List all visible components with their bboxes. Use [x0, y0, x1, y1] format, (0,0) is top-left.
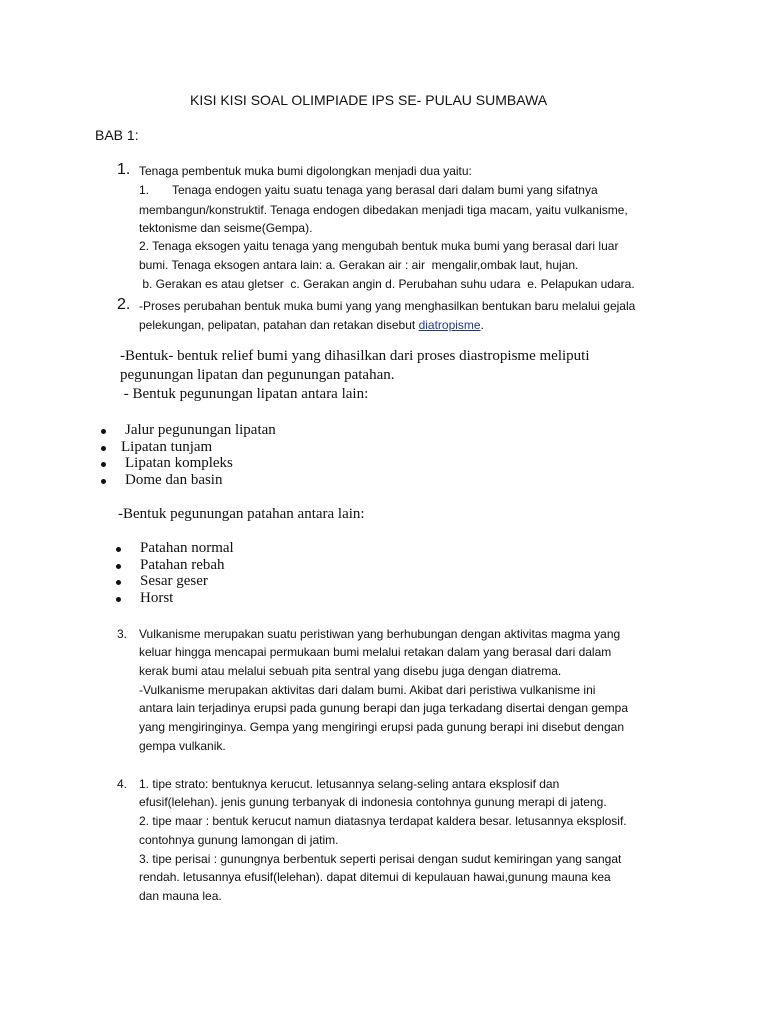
text-line: rendah. letusannya efusif(lelehan). dapat ditemui di kepulauan hawai,gunung mauna kea [139, 870, 611, 884]
item-number: 3. [117, 627, 128, 641]
text-line: -Proses perubahan bentuk muka bumi yang yang menghasilkan bentukan baru melalui gejala [139, 299, 636, 313]
diatropisme-link[interactable]: diatropisme [418, 318, 481, 332]
list-item: Patahan normal [140, 540, 234, 556]
bullet-icon [101, 429, 106, 434]
text-line: b. Gerakan es atau gletser c. Gerakan angin d. Perubahan suhu udara e. Pelapukan udara. [139, 277, 635, 291]
text-line: tektonisme dan seisme(Gempa). [139, 221, 313, 235]
list-item: Jalur pegunungan lipatan [125, 422, 276, 438]
text-line: dan mauna lea. [139, 889, 222, 903]
text-line: efusif(lelehan). jenis gunung terbanyak di indonesia contohnya gunung merapi di jateng. [139, 795, 607, 809]
bullet-icon [116, 564, 121, 569]
text-line: yang mengiringinya. Gempa yang mengiringi erupsi pada gunung berapi ini disebut dengan [139, 720, 624, 734]
text-segment: pelekungan, pelipatan, patahan dan retakan disebut [139, 318, 419, 332]
fault-heading: -Bentuk pegunungan patahan antara lain: [118, 506, 365, 522]
bullet-icon [116, 580, 121, 585]
chapter-heading: BAB 1: [95, 127, 139, 143]
text-line: - Bentuk pegunungan lipatan antara lain: [120, 386, 369, 402]
item-number: 4. [117, 777, 128, 791]
text-line: -Vulkanisme merupakan aktivitas dari dalam bumi. Akibat dari peristiwa vulkanisme ini [139, 683, 596, 697]
text-line: -Bentuk- bentuk relief bumi yang dihasilkan dari proses diastropisme meliputi [120, 348, 590, 364]
text-line: pegunungan lipatan dan pegunungan patahan. [120, 367, 395, 383]
sub-item-number: 1. [139, 183, 150, 197]
text-line: kerak bumi atau melalui sebuah pita sentral yang disebu juga dengan diatrema. [139, 664, 562, 678]
text-line: 3. tipe perisai : gunungnya berbentuk seperti perisai dengan sudut kemiringan yang sangat [139, 852, 622, 866]
list-item: Dome dan basin [125, 472, 223, 488]
text-line: 2. tipe maar : bentuk kerucut namun diatasnya terdapat kaldera besar. letusannya eksplosif. [139, 814, 627, 828]
list-item: Lipatan tunjam [121, 439, 213, 455]
text-line-with-link [139, 318, 484, 332]
list-item: Horst [140, 590, 174, 606]
bullet-icon [101, 479, 106, 484]
text-segment: . [480, 318, 484, 332]
text-line: Vulkanisme merupakan suatu peristiwan yang berhubungan dengan aktivitas magma yang [139, 627, 621, 641]
bullet-icon [116, 597, 121, 602]
bullet-icon [116, 547, 121, 552]
list-item: Patahan rebah [140, 557, 225, 573]
item-number: 1. [117, 161, 131, 178]
list-item: Lipatan kompleks [125, 455, 233, 471]
text-line: antara lain terjadinya erupsi pada gunung berapi dan juga terkadang disertai dengan gempa [139, 701, 629, 715]
text-line: keluar hingga mencapai permukaan bumi melalui retakan dalam yang berasal dari dalam [139, 645, 612, 659]
text-line: bumi. Tenaga eksogen antara lain: a. Gerakan air : air mengalir,ombak laut, hujan. [139, 258, 579, 272]
text-line: Tenaga endogen yaitu suatu tenaga yang berasal dari dalam bumi yang sifatnya [172, 183, 598, 197]
list-item: Sesar geser [140, 573, 208, 589]
item-intro: Tenaga pembentuk muka bumi digolongkan menjadi dua yaitu: [139, 164, 472, 178]
text-line: gempa vulkanik. [139, 739, 226, 753]
bullet-icon [101, 446, 106, 451]
item-number: 2. [117, 296, 131, 313]
text-line: 2. Tenaga eksogen yaitu tenaga yang mengubah bentuk muka bumi yang berasal dari luar [139, 239, 619, 253]
text-line: contohnya gunung lamongan di jatim. [139, 833, 339, 847]
text-line: membangun/konstruktif. Tenaga endogen dibedakan menjadi tiga macam, yaitu vulkanisme, [139, 203, 628, 217]
text-line: 1. tipe strato: bentuknya kerucut. letusannya selang-seling antara eksplosif dan [139, 777, 560, 791]
bullet-icon [101, 462, 106, 467]
page-title: KISI KISI SOAL OLIMPIADE IPS SE- PULAU SUMBAWA [190, 92, 548, 108]
